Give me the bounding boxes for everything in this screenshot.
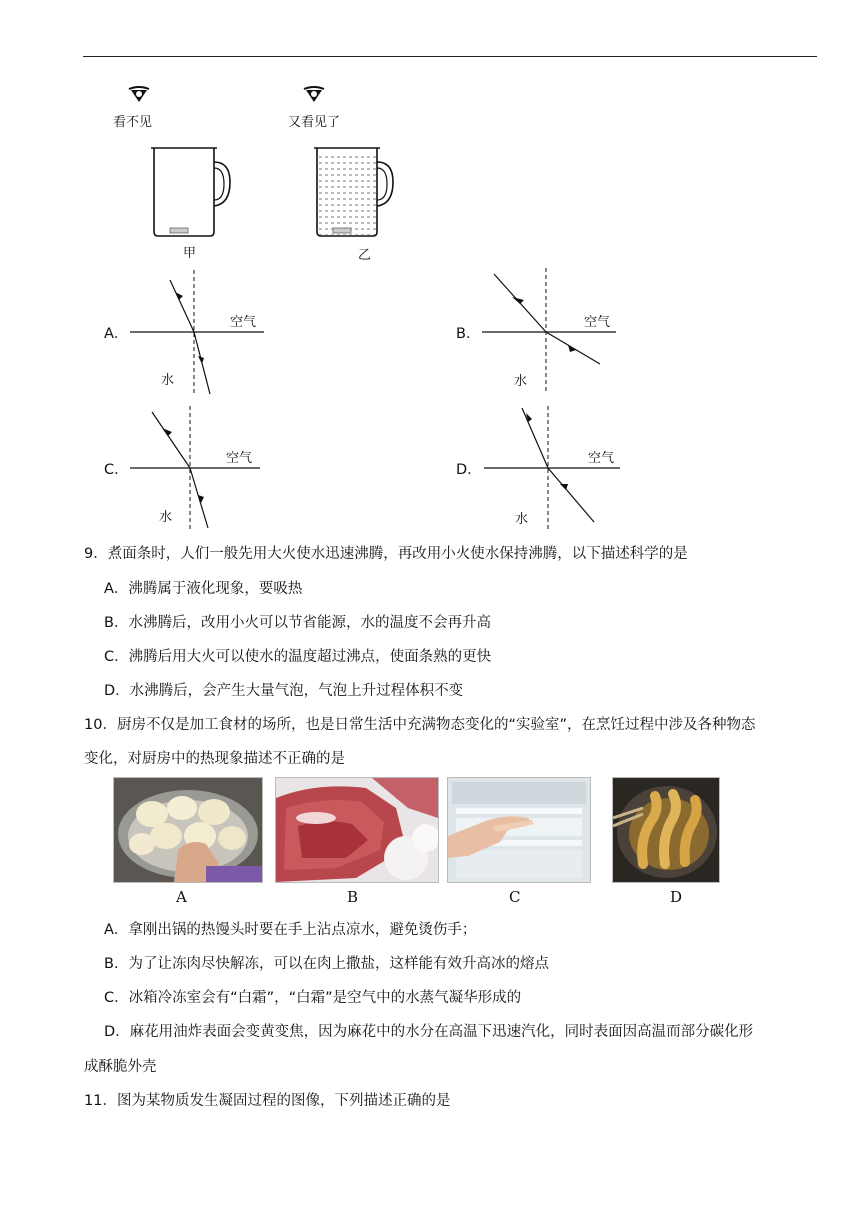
photo-freezer-frost [447, 777, 591, 883]
option-c-letter: C． [104, 462, 129, 478]
beaker-empty [150, 142, 234, 242]
photo-frozen-meat [275, 777, 439, 883]
header-rule [83, 56, 817, 57]
refraction-diagram-a [128, 268, 268, 402]
option-d-water-label: 水 [515, 512, 529, 527]
photo-caption-a: A [176, 888, 187, 906]
q11-stem: 11．图为某物质发生凝固过程的图像，下列描述正确的是 [84, 1093, 451, 1109]
photo-caption-b: B [347, 888, 359, 906]
q9-option-a: A．沸腾属于液化现象，要吸热 [104, 581, 303, 597]
beaker-right-caption: 乙 [358, 248, 372, 263]
option-b-air-label: 空气 [584, 315, 611, 330]
q10-option-a: A．拿刚出锅的热馒头时要在手上沾点凉水，避免烫伤手； [104, 922, 477, 938]
q10-option-c: C．冰箱冷冻室会有“白霜”，“白霜”是空气中的水蒸气凝华形成的 [104, 990, 522, 1006]
photo-caption-c: C [509, 888, 521, 906]
refraction-diagram-b [480, 266, 620, 400]
option-c-air-label: 空气 [226, 451, 253, 466]
option-a-water-label: 水 [161, 373, 175, 388]
q9-option-c: C．沸腾后用大火可以使水的温度超过沸点，使面条熟的更快 [104, 649, 492, 665]
eye-icon-right [303, 86, 325, 108]
q10-stem-line2: 变化，对厨房中的热现象描述不正确的是 [84, 751, 345, 767]
photo-caption-d: D [670, 888, 683, 906]
eye-icon-left [128, 86, 150, 108]
beaker-left-label: 看不见 [113, 115, 153, 130]
q9-stem: 9．煮面条时，人们一般先用大火使水迅速沸腾，再改用小火使水保持沸腾，以下描述科学的是 [84, 546, 688, 562]
photo-fried-dough-twist [612, 777, 720, 883]
photo-steamed-buns [113, 777, 263, 883]
refraction-diagram-c [128, 404, 268, 538]
option-b-water-label: 水 [514, 374, 528, 389]
refraction-diagram-d [482, 404, 622, 538]
option-d-air-label: 空气 [588, 451, 615, 466]
option-d-letter: D． [456, 462, 482, 478]
beaker-with-water [313, 142, 397, 242]
q10-option-b: B．为了让冻肉尽快解冻，可以在肉上撒盐，这样能有效升高冰的熔点 [104, 956, 549, 972]
option-a-air-label: 空气 [230, 315, 257, 330]
beaker-right-label: 又看见了 [288, 115, 341, 130]
q9-option-d: D．水沸腾后，会产生大量气泡，气泡上升过程体积不变 [104, 683, 464, 699]
q9-option-b: B．水沸腾后，改用小火可以节省能源，水的温度不会再升高 [104, 615, 491, 631]
q10-option-d: D．麻花用油炸表面会变黄变焦，因为麻花中的水分在高温下迅速汽化，同时表面因高温而部分碳化形 [104, 1024, 754, 1040]
option-c-water-label: 水 [159, 510, 173, 525]
option-b-letter: B． [456, 326, 481, 342]
beaker-left-caption: 甲 [183, 246, 197, 261]
option-a-letter: A． [104, 326, 129, 342]
q10-stem-line1: 10．厨房不仅是加工食材的场所，也是日常生活中充满物态变化的“实验室”，在烹饪过程中涉及各种物态 [84, 717, 756, 733]
q10-option-d-continued: 成酥脆外壳 [84, 1059, 157, 1075]
